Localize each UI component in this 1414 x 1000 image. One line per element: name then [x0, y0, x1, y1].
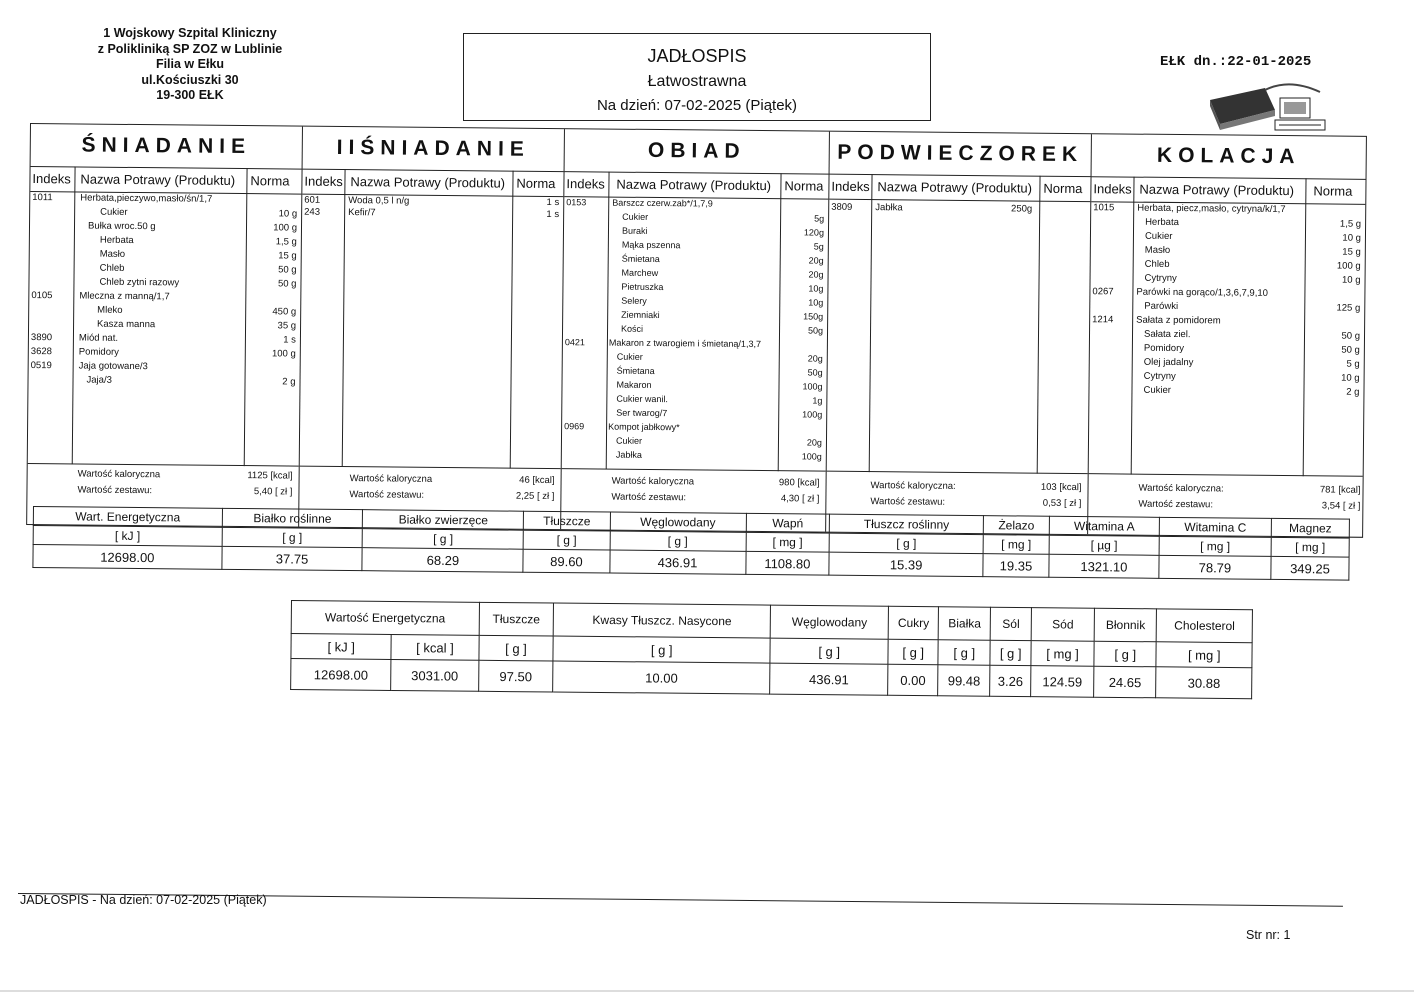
item-name: Miód nat.	[78, 332, 119, 344]
footer-title: JADŁOSPIS - Na dzień: 07-02-2025 (Piątek)	[20, 893, 267, 907]
nutrient-name: Tłuszcze	[479, 602, 554, 636]
nutrient-name: Witamina A	[1049, 516, 1159, 536]
menu-row	[28, 374, 299, 391]
price-value: 3,54 [ zł ]	[1321, 500, 1361, 512]
nutrient-unit: [ g ]	[363, 529, 524, 550]
header-index: Indeks	[566, 176, 605, 192]
item-norm: 100 g	[1336, 260, 1361, 272]
meal-items	[827, 200, 1091, 474]
nutrient-value: 24.65	[1094, 666, 1157, 698]
item-name: Cukier	[1143, 384, 1171, 396]
item-index: 0519	[30, 360, 52, 372]
hospital-line: 1 Wojskowy Szpital Kliniczny	[103, 26, 277, 40]
nutrient-name: Błonnik	[1094, 608, 1157, 642]
item-norm: 20g	[808, 255, 824, 266]
nutrient-unit: [ g ]	[1094, 641, 1157, 667]
nutrient-name: Węglowodany	[610, 512, 746, 532]
item-name: Makaron z twarogiem i śmietaną/1,3,7	[608, 337, 762, 350]
kcal-label: Wartość kaloryczna:	[1138, 482, 1224, 495]
item-norm: 20g	[806, 437, 823, 448]
menu-row	[829, 202, 1090, 219]
hospital-address	[60, 26, 320, 104]
item-name: Chleb	[99, 262, 125, 274]
item-name: Kefir/7	[348, 207, 376, 219]
item-norm: 1,5 g	[275, 236, 297, 248]
item-index: 0153	[566, 197, 587, 208]
item-index: 1015	[1093, 202, 1115, 214]
nutrient-value: 12698.00	[291, 659, 392, 691]
nutrient-value: 30.88	[1156, 667, 1252, 699]
nutrient-name: Białko zwierzęce	[363, 510, 524, 531]
nutrient-unit: [ g ]	[478, 635, 553, 661]
meal-column-lunch	[561, 129, 830, 532]
meal-column-dinner	[1088, 134, 1366, 537]
item-name: Jaja/3	[86, 374, 112, 386]
item-norm: 50 g	[278, 264, 297, 276]
nutrient-name: Tłuszcz roślinny	[830, 514, 984, 534]
kcal-value: 781 [kcal]	[1319, 484, 1361, 496]
menu-date: Na dzień: 07-02-2025 (Piątek)	[596, 97, 798, 114]
item-index: 243	[304, 206, 321, 218]
nutrient-value: 12698.00	[33, 545, 222, 570]
meal-title: PODWIECZOREK	[830, 132, 1091, 178]
nutrient-unit: [ g ]	[938, 640, 990, 665]
item-norm: 50g	[807, 367, 823, 378]
item-name: Ziemniaki	[621, 309, 660, 321]
nutrient-unit: [ g ]	[610, 531, 746, 551]
item-norm: 50 g	[277, 278, 297, 290]
issue-date: EŁK dn.:22-01-2025	[1160, 54, 1312, 70]
item-norm: 100g	[802, 381, 823, 392]
item-name: Masło	[1144, 244, 1171, 256]
item-norm: 50 g	[1341, 344, 1360, 356]
nutrient-unit: [ g ]	[829, 533, 983, 553]
item-name: Cukier	[615, 435, 643, 446]
meal-column-afternoon-snack	[826, 132, 1092, 534]
item-name: Olej jadalny	[1143, 356, 1194, 369]
column-header-row	[302, 170, 563, 198]
header-name: Nazwa Potrawy (Produktu)	[877, 179, 1033, 196]
nutrient-unit: [ g ]	[888, 639, 938, 664]
hospital-line: 19-300 EŁK	[156, 88, 224, 102]
diet-name: Łatwostrawna	[647, 73, 747, 90]
nutrient-name: Żelazo	[983, 516, 1049, 536]
item-name: Ser twarog/7	[616, 407, 668, 419]
item-name: Chleb	[1144, 258, 1170, 270]
item-norm: 10 g	[278, 208, 298, 220]
kcal-value: 46 [kcal]	[519, 474, 555, 487]
nutrient-name: Wart. Energetyczna	[33, 507, 222, 528]
item-norm: 120g	[803, 227, 825, 238]
meal-items	[300, 195, 564, 469]
nutrient-unit: [ mg ]	[746, 532, 830, 552]
item-name: Kości	[621, 323, 644, 334]
nutrient-unit: [ kcal ]	[391, 634, 478, 660]
item-name: Cukier	[100, 206, 128, 218]
item-name: Pomidory	[78, 346, 119, 358]
item-index: 0105	[31, 290, 53, 302]
nutrient-unit: [ g ]	[990, 640, 1031, 665]
item-index: 3628	[30, 346, 52, 358]
item-index: 0421	[564, 337, 585, 348]
nutrient-unit: [ µg ]	[1049, 535, 1159, 555]
item-name: Masło	[99, 248, 126, 260]
meal-column-second-breakfast	[299, 127, 565, 529]
item-norm: 50g	[807, 325, 824, 336]
kcal-label: Wartość kaloryczna	[611, 475, 695, 488]
header-norm: Norma	[1043, 180, 1083, 197]
item-norm: 2 g	[1346, 386, 1360, 398]
nutrient-value: 97.50	[478, 660, 553, 692]
item-norm: 5g	[813, 241, 824, 252]
price-label: Wartość zestawu:	[870, 496, 946, 508]
item-name: Cukier	[616, 351, 643, 362]
header-name: Nazwa Potrawy (Produktu)	[80, 171, 236, 188]
nutrient-unit: [ mg ]	[1156, 642, 1252, 668]
header-index: Indeks	[32, 171, 71, 187]
item-norm: 50 g	[1341, 330, 1361, 342]
item-norm: 35 g	[277, 320, 297, 332]
hospital-line: ul.Kościuszki 30	[141, 72, 239, 87]
price-value: 0,53 [ zł ]	[1042, 497, 1082, 510]
item-name: Bułka wroc.50 g	[87, 220, 156, 233]
kcal-label: Wartość kaloryczna	[77, 468, 161, 481]
item-name: Parówki na gorąco/1,3,6,7,9,10	[1136, 286, 1268, 299]
item-norm: 10 g	[1341, 372, 1360, 384]
nutrient-value: 1321.10	[1049, 554, 1159, 578]
item-name: Mleczna z manną/1,7	[79, 290, 170, 303]
nutrient-value: 436.91	[770, 663, 888, 695]
menu-row	[1089, 384, 1363, 401]
nutrient-value: 68.29	[362, 548, 523, 573]
item-name: Barszcz czerw.zab*/1,7,9	[612, 197, 713, 209]
nutrient-name: Węglowodany	[770, 605, 888, 639]
meal-title: KOLACJA	[1092, 134, 1366, 180]
header-name: Nazwa Potrawy (Produktu)	[616, 176, 772, 194]
nutrient-name: Kwasy Tłuszcz. Nasycone	[553, 603, 770, 638]
item-name: Pomidory	[1143, 342, 1185, 355]
item-name: Selery	[621, 295, 647, 306]
kcal-label: Wartość kaloryczna:	[870, 480, 956, 492]
item-name: Herbata	[1145, 216, 1179, 229]
item-name: Sałata z pomidorem	[1136, 314, 1221, 327]
nutrient-unit: [ g ]	[553, 636, 770, 663]
item-name: Cytryny	[1144, 272, 1177, 285]
item-norm: 250g	[1011, 203, 1033, 215]
header-norm: Norma	[1313, 183, 1353, 199]
nutrient-name: Tłuszcze	[524, 511, 610, 531]
price-value: 2,25 [ zł ]	[515, 490, 555, 503]
item-name: Chleb zytni razowy	[99, 276, 180, 289]
header-index: Indeks	[1093, 181, 1132, 197]
nutrient-name: Białka	[938, 607, 990, 640]
nutrient-value: 0.00	[888, 664, 938, 695]
item-name: Jaja gotowane/3	[78, 360, 148, 373]
item-norm: 1g	[812, 395, 823, 406]
nutrient-value: 3031.00	[391, 659, 479, 691]
item-name: Parówki	[1144, 300, 1179, 313]
item-name: Kompot jabłkowy*	[608, 421, 680, 433]
meal-items	[28, 192, 302, 467]
price-value: 5,40 [ zł ]	[253, 486, 293, 498]
nutrient-unit: [ mg ]	[1159, 536, 1271, 556]
nutrient-unit: [ g ]	[524, 530, 610, 550]
item-index: 0267	[1092, 286, 1114, 298]
nutrient-unit: [ g ]	[222, 527, 363, 547]
nutrient-name: Cukry	[888, 606, 938, 639]
nutrient-table-main	[32, 506, 1350, 581]
item-name: Cukier	[1144, 230, 1173, 242]
nutrient-name: Białko roślinne	[222, 508, 363, 528]
nutrient-unit: [ kJ ]	[33, 526, 222, 547]
item-name: Cytryny	[1143, 370, 1176, 383]
nutrient-value: 19.35	[983, 554, 1049, 578]
price-label: Wartość zestawu:	[611, 491, 687, 504]
nutrient-unit: [ mg ]	[1271, 537, 1349, 557]
item-norm: 1 s	[546, 196, 560, 209]
item-name: Śmietana	[616, 365, 655, 377]
item-norm: 20g	[808, 269, 824, 280]
nutrient-value: 349.25	[1271, 556, 1349, 580]
item-name: Kasza manna	[97, 318, 156, 331]
kcal-label: Wartość kaloryczna	[349, 473, 433, 485]
item-norm: 10g	[808, 297, 824, 308]
item-name: Buraki	[621, 225, 648, 236]
item-name: Sałata ziel.	[1143, 328, 1191, 341]
kcal-value: 1125 [kcal]	[247, 470, 293, 482]
meal-title: ŚNIADANIE	[31, 124, 302, 170]
item-name: Herbata	[99, 234, 134, 247]
hospital-line: Filia w Ełku	[155, 57, 225, 71]
item-index: 601	[304, 194, 321, 206]
item-name: Śmietana	[621, 253, 660, 265]
item-name: Mąka pszenna	[621, 239, 681, 251]
nutrient-unit: [ kJ ]	[291, 634, 392, 660]
item-name: Jabłka	[875, 202, 903, 214]
item-name: Cukier	[622, 211, 649, 222]
header-index: Indeks	[304, 173, 343, 190]
item-norm: 5g	[814, 213, 825, 224]
header-norm: Norma	[516, 175, 556, 192]
nutrient-value: 78.79	[1159, 555, 1271, 579]
meal-items	[1089, 202, 1366, 477]
nutrient-value: 1108.80	[745, 551, 829, 575]
menu-row	[562, 449, 826, 466]
item-index: 3890	[30, 332, 53, 344]
nutrient-value: 15.39	[829, 552, 983, 576]
item-index: 0969	[564, 421, 585, 432]
nutrient-name: Wartość Energetyczna	[291, 601, 479, 636]
item-norm: 15 g	[278, 250, 297, 262]
price-label: Wartość zestawu:	[349, 489, 425, 501]
item-name: Herbata,pieczywo,masło/śn/1,7	[80, 192, 213, 205]
document-title: JADŁOSPIS	[647, 46, 747, 66]
nutrient-unit: [ g ]	[770, 638, 888, 664]
item-name: Pietruszka	[621, 281, 664, 293]
header-index: Indeks	[831, 178, 870, 195]
title-box	[463, 33, 931, 121]
nutrient-value: 3.26	[990, 665, 1031, 696]
item-norm: 100g	[801, 451, 822, 462]
book-computer-icon	[1205, 80, 1335, 140]
hospital-line: z Polikliniką SP ZOZ w Lublinie	[97, 41, 283, 56]
header-name: Nazwa Potrawy (Produktu)	[350, 174, 506, 191]
nutrient-unit: [ mg ]	[1031, 641, 1094, 667]
item-name: Herbata, piecz,masło, cytryna/k/1,7	[1137, 202, 1286, 216]
nutrient-name: Witamina C	[1159, 517, 1271, 537]
item-norm: 5 g	[1346, 358, 1360, 370]
column-header-row	[30, 167, 301, 195]
item-norm: 10 g	[1341, 274, 1361, 286]
meal-items	[562, 197, 829, 472]
item-norm: 1,5 g	[1339, 218, 1362, 230]
nutrient-name: Magnez	[1271, 518, 1349, 538]
page-number: Str nr: 1	[1246, 928, 1291, 942]
kcal-value: 980 [kcal]	[778, 477, 820, 489]
nutrient-value: 99.48	[938, 665, 990, 696]
nutrient-unit: [ mg ]	[983, 535, 1049, 555]
item-name: Jabłka	[615, 449, 642, 460]
nutrient-value: 10.00	[553, 661, 770, 694]
header-name: Nazwa Potrawy (Produktu)	[1139, 181, 1295, 199]
nutrient-name: Sód	[1031, 608, 1094, 642]
header-norm: Norma	[250, 173, 290, 189]
nutrient-value: 436.91	[609, 550, 745, 574]
item-name: Cukier wanil.	[616, 393, 668, 405]
nutrient-value: 37.75	[222, 546, 363, 570]
item-norm: 150g	[803, 311, 824, 322]
item-norm: 125 g	[1336, 302, 1361, 314]
item-norm: 10 g	[1342, 232, 1362, 244]
nutrient-name: Cholesterol	[1157, 609, 1253, 643]
menu-row	[302, 207, 563, 224]
item-name: Marchew	[621, 267, 659, 279]
nutrient-table-label	[290, 600, 1253, 699]
item-norm: 100 g	[273, 222, 298, 234]
item-norm: 15 g	[1342, 246, 1361, 258]
column-header-row	[829, 175, 1090, 203]
kcal-value: 103 [kcal]	[1040, 481, 1082, 494]
meal-title: IIŚNIADANIE	[303, 127, 564, 173]
price-label: Wartość zestawu:	[1138, 498, 1214, 511]
item-norm: 100 g	[271, 348, 296, 360]
item-norm: 100g	[802, 409, 823, 420]
price-value: 4,30 [ zł ]	[780, 493, 820, 505]
item-norm: 450 g	[272, 306, 297, 318]
item-norm: 1 s	[283, 334, 296, 346]
scan-edge	[0, 990, 1414, 992]
item-name: Woda 0,5 l n/g	[348, 195, 410, 207]
meal-column-breakfast	[27, 124, 303, 527]
nutrient-value: 124.59	[1031, 666, 1094, 698]
price-label: Wartość zestawu:	[77, 484, 153, 497]
item-norm: 20g	[807, 353, 823, 364]
item-name: Makaron	[616, 379, 652, 390]
nutrient-name: Wapń	[746, 513, 830, 533]
item-index: 3809	[831, 201, 853, 213]
header-norm: Norma	[784, 178, 824, 194]
item-norm: 10g	[808, 283, 824, 294]
nutrient-name: Sól	[990, 607, 1031, 640]
item-index: 1214	[1092, 314, 1114, 326]
item-name: Mleko	[97, 304, 123, 316]
meal-plan-table	[26, 123, 1367, 538]
nutrient-value: 89.60	[523, 549, 609, 573]
column-header-row	[564, 172, 828, 200]
item-norm: 2 g	[282, 376, 296, 388]
item-norm: 1 s	[546, 208, 560, 221]
item-index: 1011	[32, 192, 53, 204]
meal-title: OBIAD	[565, 129, 829, 175]
